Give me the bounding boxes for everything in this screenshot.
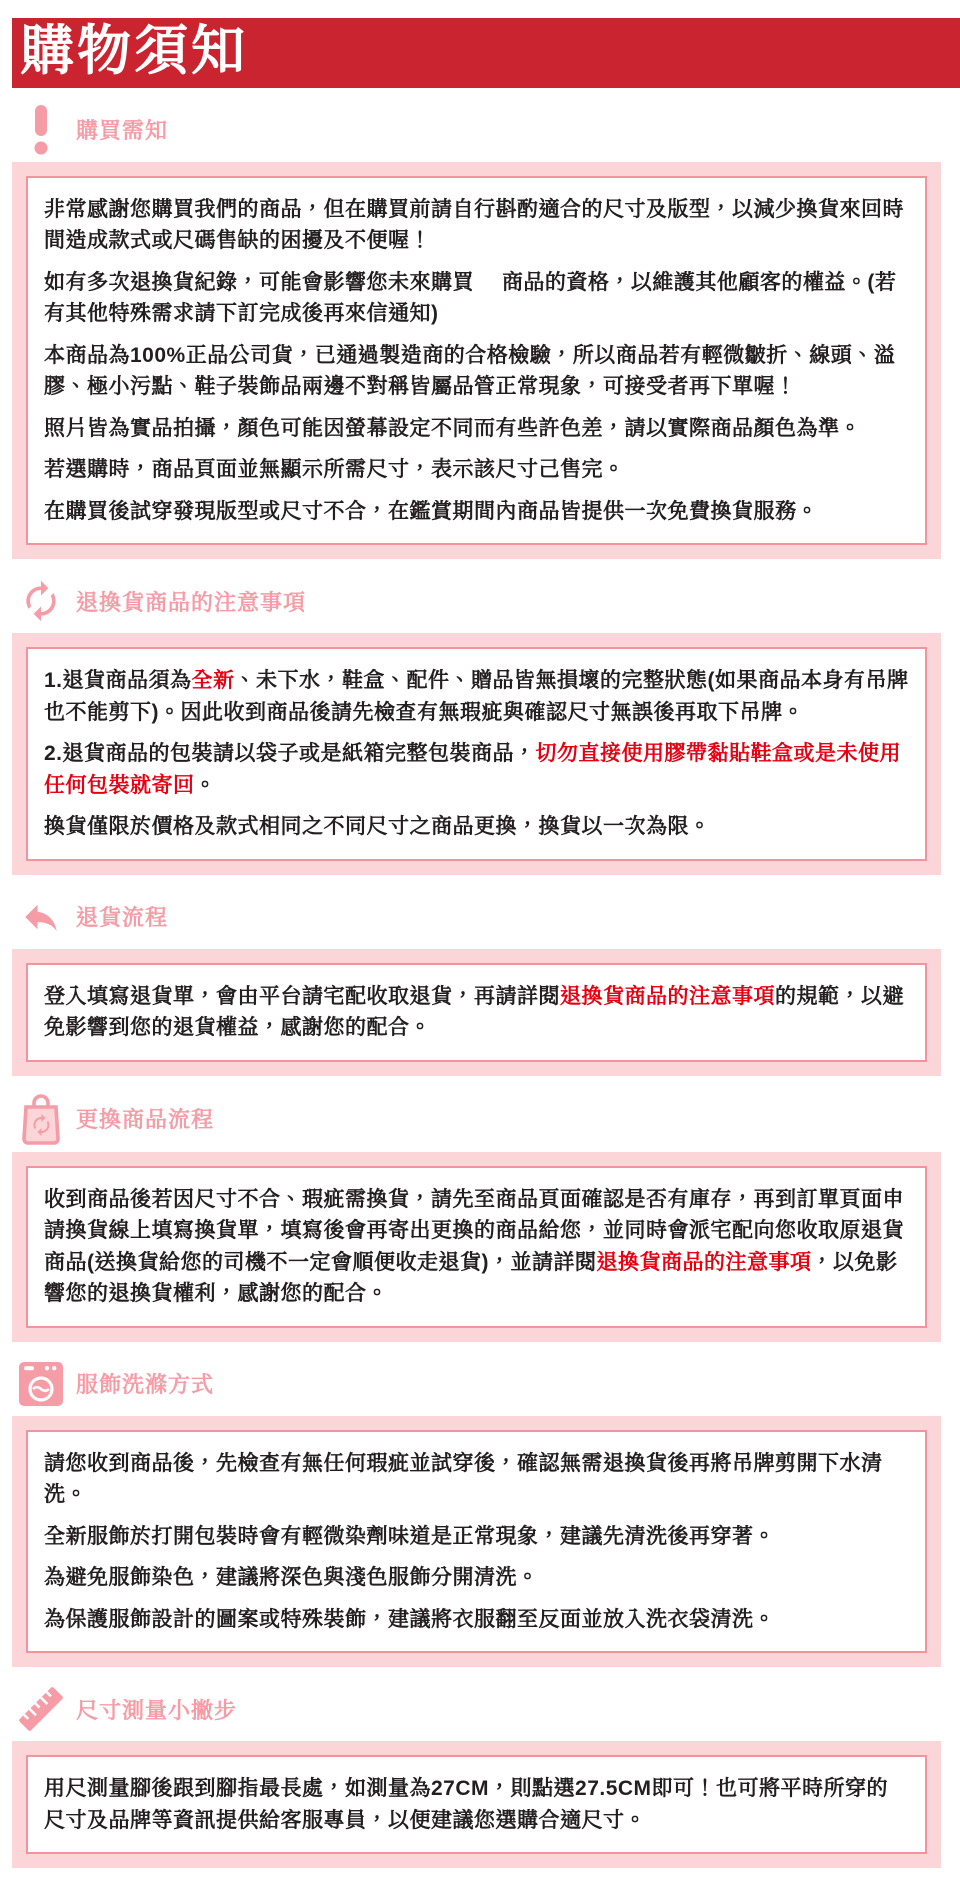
section-return-exchange-notes xyxy=(0,575,960,875)
section-label: 更換商品流程 xyxy=(76,1107,215,1133)
section-label: 退貨流程 xyxy=(76,905,169,931)
text-segment: 為避免服飾染色，建議將深色與淺色服飾分開清洗。 xyxy=(44,1566,539,1590)
text-segment: 照片皆為實品拍攝，顏色可能因螢幕設定不同而有些許色差，請以實際商品顏色為準。 xyxy=(44,416,861,440)
page-banner xyxy=(12,18,960,88)
text-segment: 的規範，以避免影響到您的退貨權益，感謝您的配合。 xyxy=(44,984,904,1040)
section-heading xyxy=(14,891,960,943)
notice-paragraph xyxy=(44,981,909,1044)
notice-paragraph xyxy=(44,194,909,257)
notice-paragraph xyxy=(44,267,909,330)
return-arrow-icon xyxy=(14,896,68,938)
sync-icon xyxy=(14,579,68,623)
text-segment: 退換貨商品的注意事項 xyxy=(560,984,775,1008)
section-label: 退換貨商品的注意事項 xyxy=(76,589,307,615)
section-return-process xyxy=(0,891,960,1076)
notice-box-content xyxy=(26,963,927,1062)
section-heading xyxy=(14,1358,960,1410)
text-segment: 、未下水，鞋盒、配件、贈品皆無損壞的完整狀態(如果商品本身有吊牌也不能剪下)。因此收到商品後請先檢查有無瑕疵與確認尺寸無誤後再取下吊牌。 xyxy=(44,669,909,724)
page-title: 購物須知 xyxy=(20,21,248,81)
section-label: 購買需知 xyxy=(76,118,169,144)
notice-box xyxy=(12,1741,941,1868)
exclamation-icon xyxy=(14,105,68,155)
text-segment: 2.退貨商品的包裝請以袋子或是紙箱完整包裝商品， xyxy=(44,742,536,766)
notice-box-content xyxy=(26,176,927,546)
notice-paragraph xyxy=(44,454,909,486)
text-segment: ，以免影響您的退換貨權利，感謝您的配合。 xyxy=(44,1250,898,1306)
notice-box xyxy=(12,949,941,1076)
notice-paragraph xyxy=(44,340,909,403)
section-heading xyxy=(14,1683,960,1735)
notice-paragraph xyxy=(44,1773,909,1836)
notice-paragraph xyxy=(44,1562,909,1594)
section-heading xyxy=(14,104,960,156)
notice-paragraph xyxy=(44,665,909,728)
text-segment: 為保護服飾設計的圖案或特殊裝飾，建議將衣服翻至反面並放入洗衣袋清洗。 xyxy=(44,1607,775,1631)
text-segment: 在購買後試穿發現版型或尺寸不合，在鑑賞期間內商品皆提供一次免費換貨服務。 xyxy=(44,499,818,523)
notice-paragraph xyxy=(44,496,909,528)
text-segment: 全新服飾於打開包裝時會有輕微染劑味道是正常現象，建議先清洗後再穿著。 xyxy=(44,1524,775,1548)
text-segment: 收到商品後若因尺寸不合、瑕疵需換貨，請先至商品頁面確認是否有庫存，再到訂單頁面申請換貨線上填寫換貨單，填寫後會再寄出更換的商品給您，並同時會派宅配向您收取原退貨商品(送換貨給您的司機不一定會順便收走退貨)，並請詳閱 xyxy=(44,1187,904,1274)
notice-paragraph xyxy=(44,738,909,801)
notice-paragraph xyxy=(44,413,909,445)
section-exchange-process xyxy=(0,1092,960,1342)
notice-paragraph xyxy=(44,811,909,843)
notice-paragraph xyxy=(44,1521,909,1553)
section-measuring-tips xyxy=(0,1683,960,1868)
text-segment: 本商品為100%正品公司貨，已通過製造商的合格檢驗，所以商品若有輕微皺折、線頭、溢膠、極小污點、鞋子裝飾品兩邊不對稱皆屬品管正常現象，可接受者再下單喔！ xyxy=(44,343,896,399)
notice-box xyxy=(12,1416,941,1668)
notice-paragraph xyxy=(44,1184,909,1310)
text-segment: 登入填寫退貨單，會由平台請宅配收取退貨，再請詳閱 xyxy=(44,984,560,1008)
notice-paragraph xyxy=(44,1448,909,1511)
section-label: 服飾洗滌方式 xyxy=(76,1372,215,1398)
text-segment: 退換貨商品的注意事項 xyxy=(596,1250,812,1274)
section-purchase-notice xyxy=(0,104,960,560)
notice-box-content xyxy=(26,1755,927,1854)
text-segment: 非常感謝您購買我們的商品，但在購買前請自行斟酌適合的尺寸及版型，以減少換貨來回時間造成款式或尺碼售缺的困擾及不便喔！ xyxy=(44,197,904,253)
text-segment: 換貨僅限於價格及款式相同之不同尺寸之商品更換，換貨以一次為限。 xyxy=(44,815,711,839)
section-heading xyxy=(14,1092,960,1146)
text-segment: 1.退貨商品須為 xyxy=(44,669,192,693)
text-segment: 。 xyxy=(194,773,216,797)
bottom-spacer xyxy=(0,1868,960,1878)
section-heading xyxy=(14,575,960,627)
text-segment: 請您收到商品後，先檢查有無任何瑕疵並試穿後，確認無需退換貨後再將吊牌剪開下水清洗。 xyxy=(44,1451,883,1507)
text-segment: 若選購時，商品頁面並無顯示所需尺寸，表示該尺寸己售完。 xyxy=(44,458,625,482)
text-segment: 如有多次退換貨紀錄，可能會影響您未來購買 商品的資格，以維護其他顧客的權益。(若有其他特殊需求請下訂完成後再來信通知) xyxy=(44,270,897,326)
washing-machine-icon xyxy=(14,1361,68,1407)
notice-box xyxy=(12,162,941,560)
section-washing-instructions xyxy=(0,1358,960,1668)
text-segment: 切勿直接使用膠帶黏貼鞋盒或是未使用任何包裝就寄回 xyxy=(44,742,902,797)
notice-box xyxy=(12,1152,941,1342)
notice-paragraph xyxy=(44,1604,909,1636)
text-segment: 全新 xyxy=(191,669,235,693)
section-label: 尺寸測量小撇步 xyxy=(76,1697,238,1723)
notice-box-content xyxy=(26,1166,927,1328)
notice-box-content xyxy=(26,1430,927,1654)
notice-box xyxy=(12,633,941,875)
ruler-icon xyxy=(14,1684,68,1734)
notice-box-content xyxy=(26,647,927,861)
bag-exchange-icon xyxy=(14,1092,68,1146)
text-segment: 用尺測量腳後跟到腳指最長處，如測量為27CM，則點選27.5CM即可！也可將平時所穿的尺寸及品牌等資訊提供給客服專員，以便建議您選購合適尺寸。 xyxy=(44,1777,889,1832)
